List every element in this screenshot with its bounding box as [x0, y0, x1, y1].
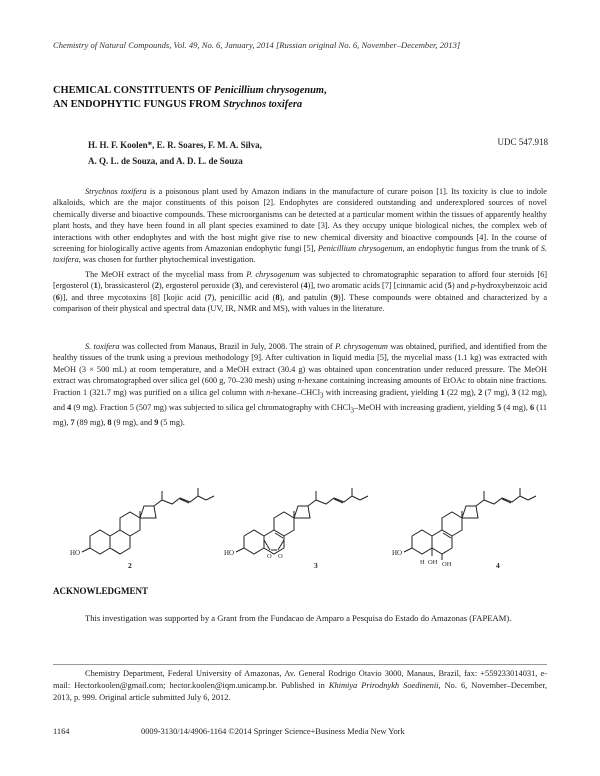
p2-o: )]. These compounds were obtained and characterized by a comparison of their physical and spectral data (UV, IR, NMR and MS), with values in the literature.	[53, 292, 548, 314]
p1-d: an endophytic fungus from the trunk of	[404, 244, 541, 254]
authors-line2: A. Q. L. de Souza, and A. D. L. de Souza	[88, 156, 243, 166]
paragraph-intro	[53, 186, 547, 266]
p3-sub1: 3	[320, 392, 324, 400]
p3-b: was collected from Manaus, Brazil in July, 2008. The strain of	[119, 342, 336, 351]
p2-m: ), and patulin (	[279, 292, 334, 302]
page-number: 1164	[53, 727, 70, 736]
p3-m: (9 mg). Fraction 5 (507 mg) was subjected to silica gel chromatography with CHCl	[71, 402, 351, 412]
p3-q: (11 mg),	[53, 402, 547, 427]
structure-4-ho: HO	[392, 549, 403, 557]
p2-n8: 8	[275, 292, 280, 302]
p3-e: n	[297, 376, 302, 386]
p2-k: )], and three mycotoxins [8] [kojic acid (	[59, 292, 208, 302]
p3-t: (5 mg).	[158, 417, 185, 427]
p2-c: was subjected to chromatographic separation to afford four steroids [6] [ergosterol (	[53, 270, 547, 291]
p2-n1: 1	[93, 281, 98, 291]
p1-b: is a poisonous plant used by Amazon indians in the manufacture of curare poison [1]. Its toxicity is clue to indole alkaloids, which are the major constituents of this poison [2]. Endophytes are considered outstanding and underexplored sources of novel chemically diverse and bioactive compounds. These microorganisms can be detected at a particular moment within the tissues of apparently healthy plant hosts, and they have been found in all plant species examined to date [3]. As they occupy unique biological niches, the complex web of interactions with other endophytes and with the host might give rise to new chemical diversity and bioactive compounds [4]. In the course of screening for biologically active agents from Amazonian endophytic fungi [5],	[53, 187, 547, 254]
structure-4-oh2: OH	[442, 561, 452, 568]
structure-3-o1: O	[267, 553, 272, 560]
p3-n8: 8	[107, 417, 112, 427]
structure-4-diagram	[392, 478, 552, 570]
p2-n3: 3	[234, 281, 239, 291]
p3-i: with increasing gradient, yielding	[323, 387, 441, 397]
p1-f: was chosen for further phytochemical investigation.	[80, 255, 256, 265]
structure-4-h: H	[420, 559, 425, 566]
copyright-line: 0009-3130/14/4906-1164 ©2014 Springer Science+Business Media New York	[141, 727, 405, 736]
p2-n4: 4	[303, 281, 308, 291]
structure-3-ho: HO	[224, 549, 235, 557]
p3-h: -hexane–CHCl	[270, 387, 321, 397]
p2-n6: 6	[55, 292, 60, 302]
p3-n9: 9	[154, 417, 159, 427]
p3-n3: 3	[511, 387, 516, 397]
p3-a: S. toxifera	[85, 342, 120, 351]
p2-b: P. chrysogenum	[246, 270, 300, 279]
p3-d: was obtained, purified, and identified from the healthy tissues of the trunk using a previous methodology [9]. After cultivation in liquid media [5], the mycelial mass (1.1 kg) was extracted with MeOH (3 × 500 mL) at room temperature, and a MeOH extract (30.4 g) was obtained upon concentration under reduced pressure. The MeOH extract was chromatographed over silica gel (600 g, 70–230 mesh) using	[53, 342, 547, 386]
p2-g: )], two aromatic acids [7] [cinnamic acid (	[307, 281, 448, 291]
p3-sub2: 3	[350, 407, 354, 415]
structure-3-diagram	[224, 478, 384, 570]
article-title	[53, 84, 533, 112]
p2-i: p	[470, 281, 475, 291]
p2-f: ), and cerevisterol (	[238, 281, 304, 291]
p3-g: n	[266, 387, 271, 397]
p2-h: ) and	[451, 281, 471, 291]
structure-3-label: 3	[314, 561, 318, 570]
title-line1-suffix: ,	[323, 85, 327, 96]
p3-n2: 2	[478, 387, 483, 397]
affiliation-footnote	[53, 668, 547, 704]
p1-a: Strychnos toxifera	[85, 187, 147, 196]
p3-n4: 4	[67, 402, 72, 412]
p3-k: (7 mg),	[482, 387, 512, 397]
p3-n5: 5	[497, 402, 502, 412]
p1-e: S. toxifera,	[53, 244, 547, 265]
p3-n1: 1	[440, 387, 445, 397]
p3-p: (4 mg),	[501, 402, 530, 412]
structure-4-label: 4	[496, 561, 500, 570]
p2-n7: 7	[207, 292, 212, 302]
p3-s: (9 mg), and	[111, 417, 155, 427]
udc-code: UDC 547.918	[497, 137, 548, 147]
structure-2-label: 2	[128, 561, 132, 570]
p2-l: ), penicillic acid (	[211, 292, 276, 302]
paragraph-compounds	[53, 269, 547, 315]
title-line2-italic: Strychnos toxifera	[223, 99, 303, 110]
title-line2-prefix: AN ENDOPHYTIC FUNGUS FROM	[53, 99, 224, 110]
p2-e: ), ergosterol peroxide (	[158, 281, 235, 291]
acknowledgment-text: This investigation was supported by a Grant from the Fundacao de Amparo a Pesquisa do Estado do Amazonas (FAPEAM).	[85, 613, 512, 623]
acknowledgment-heading: ACKNOWLEDGMENT	[53, 586, 149, 596]
p3-j: (22 mg),	[444, 387, 479, 397]
p3-f: -hexane containing increasing amounts of EtOAc to obtain nine fractions. Fraction 1 (321.7 mg) was purified on a silica gel column with	[53, 376, 547, 397]
p3-l: (12 mg), and	[53, 387, 547, 412]
journal-header: Chemistry of Natural Compounds, Vol. 49, No. 6, January, 2014 [Russian original No. 6, November–December, 2013]	[53, 40, 461, 50]
authors	[88, 137, 418, 169]
title-line1-italic: Penicillium chrysogenum	[214, 85, 324, 96]
paragraph-methods	[53, 341, 547, 428]
p2-n2: 2	[154, 281, 159, 291]
p3-c: P. chrysogenum	[335, 342, 388, 351]
affil-c: , No. 6, November–December, 2013, p. 999. Original article submitted July 6, 2012.	[53, 681, 547, 702]
p2-j: -hydroxybenzoic acid (	[53, 281, 547, 302]
p3-n6: 6	[529, 402, 535, 412]
p2-n9: 9	[333, 292, 338, 302]
structure-2-ho: HO	[70, 549, 81, 557]
p3-o: –MeOH with increasing gradient, yielding	[353, 402, 498, 412]
affil-b: Khimiya Prirodnykh Soedinenii	[328, 681, 439, 690]
structure-2-diagram	[70, 478, 230, 570]
p2-a: The MeOH extract of the mycelial mass from	[85, 270, 247, 279]
affil-a: Chemistry Department, Federal University of Amazonas, Av. General Rodrigo Otavio 3000, Manaus, Brazil, fax: +559233014031, e-mail: Hectorkoolen@gmail.com; hector.koolen@iqm.unicamp.br. Published in	[53, 669, 547, 690]
structure-4-oh1: OH	[428, 559, 438, 566]
authors-line1: H. H. F. Koolen*, E. R. Soares, F. M. A. Silva,	[88, 140, 262, 150]
footnote-divider	[53, 664, 547, 665]
p2-d: ), brassicasterol (	[97, 281, 155, 291]
p3-r: (89 mg),	[74, 417, 108, 427]
p2-n5: 5	[447, 281, 452, 291]
title-line1-prefix: CHEMICAL CONSTITUENTS OF	[53, 85, 214, 96]
p3-n7: 7	[70, 417, 75, 427]
structure-3-o2: O	[278, 553, 283, 560]
p1-c: Penicillium chrysogenum,	[317, 244, 405, 254]
